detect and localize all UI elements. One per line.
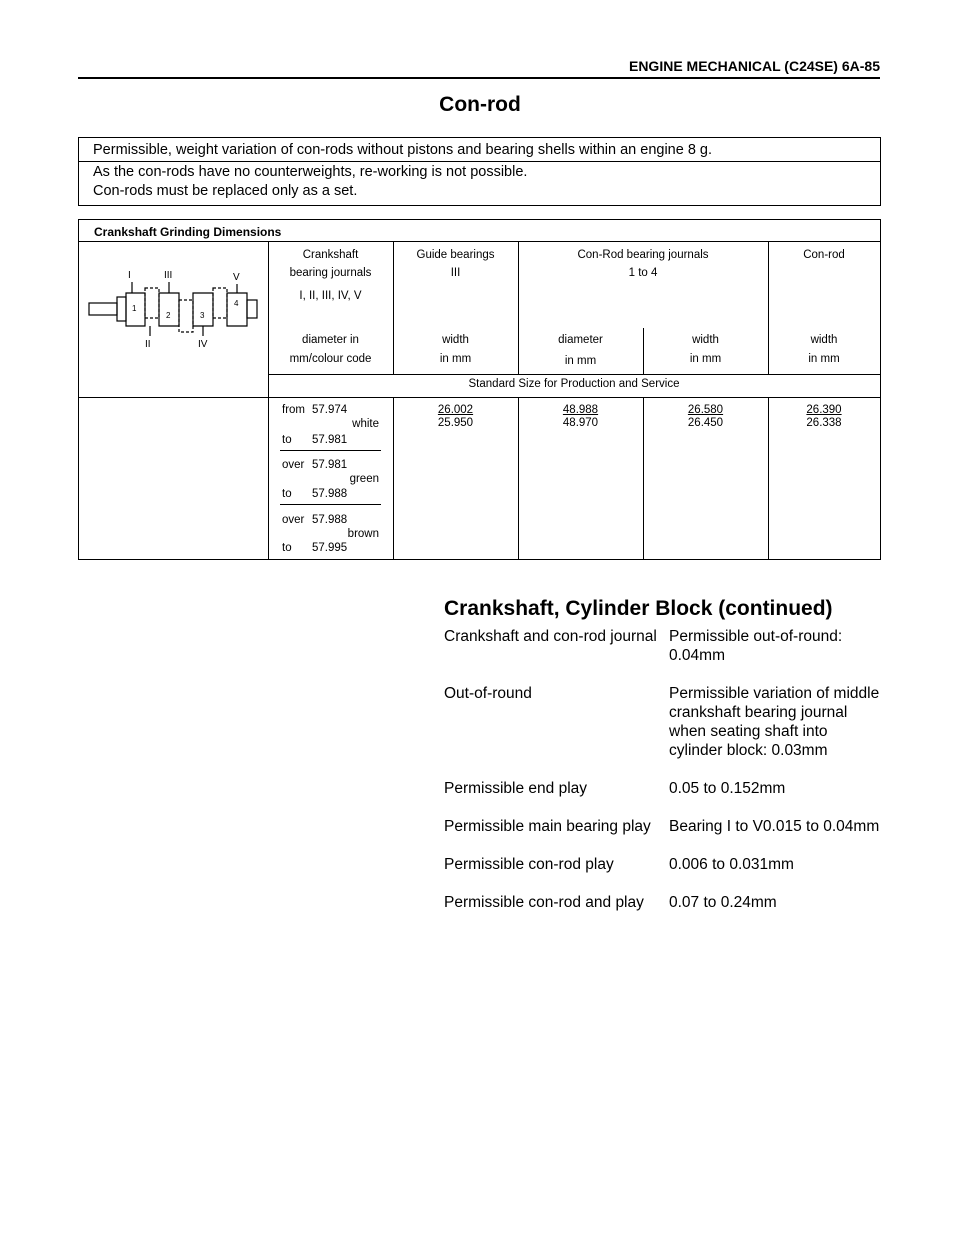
range-divider [280,450,381,451]
range-from-label: over [282,459,305,471]
col-crankshaft-sub2: I, II, III, IV, V [299,290,362,302]
note-replace-as-set: Con-rods must be replaced only as a set. [93,183,358,199]
range-divider [280,504,381,505]
range-to-value: 57.981 [312,434,348,446]
col-conrod-title: Con-rod [803,249,845,261]
spec-row [444,855,884,874]
spec-label: Permissible main bearing play [444,818,651,835]
col-crankshaft-sub1: bearing journals [289,267,372,279]
continued-spec-section [444,597,884,931]
spec-row [444,817,884,836]
range-colour: white [352,418,379,430]
illustration-label-1: 1 [132,304,137,313]
col-conrod-journal-sub1: 1 to 4 [628,267,658,279]
illustration-label-3: 3 [200,311,205,320]
range-colour: brown [347,528,379,540]
illustration-label-III: III [164,270,173,281]
illustration-label-I: I [128,270,131,281]
page-title: Con-rod [439,93,521,116]
table-line [79,397,880,398]
spec-value: 0.07 to 0.24mm [669,894,777,911]
note-divider [79,161,880,162]
header-rule [78,77,880,79]
col-guide-unit: in mm [439,353,472,365]
spec-label: Crankshaft and con-rod journal [444,628,657,645]
spec-label: Permissible end play [444,780,588,797]
range-from-label: from [282,404,305,416]
col-crankshaft-title: Crankshaft [302,249,359,261]
conrod-journal-diameter-min: 48.970 [562,417,599,429]
col-guide-sub1: III [450,267,461,279]
spec-row [444,684,884,760]
range-from-label: over [282,514,305,526]
crankshaft-illustration [87,266,262,352]
spec-value: 0.006 to 0.031mm [669,856,794,873]
spec-label: Permissible con-rod play [444,856,614,873]
table-line [268,241,269,559]
guide-width-max: 26.002 [437,404,474,416]
col-conrod-journal-width: width [692,334,719,346]
conrod-journal-width-max: 26.580 [687,404,724,416]
guide-width-min: 25.950 [437,417,474,429]
col-conrod-journal-title: Con-Rod bearing journals [577,249,709,261]
spec-row [444,627,884,665]
range-to-label: to [282,488,292,500]
illustration-label-2: 2 [166,311,171,320]
illustration-label-IV: IV [198,339,208,350]
col-guide-measure: width [442,334,469,346]
spec-value: Bearing I to V0.015 to 0.04mm [669,818,880,835]
table-line [268,374,880,375]
col-conrod-journal-diameter-unit: in mm [564,355,597,367]
conrod-width-min: 26.338 [806,417,842,429]
spec-label: Permissible con-rod and play [444,894,644,911]
page-header-title: ENGINE MECHANICAL (C24SE) 6A-85 [628,58,880,74]
crankshaft-grinding-table [78,219,881,560]
con-rod-notes-box [78,137,881,206]
spec-value: Permissible out-of-round: 0.04mm [669,628,843,664]
conrod-width-max: 26.390 [806,404,842,416]
standard-size-label: Standard Size for Production and Service [468,378,680,390]
col-guide-title: Guide bearings [416,249,495,261]
table-heading: Crankshaft Grinding Dimensions [94,225,282,239]
note-no-reworking: As the con-rods have no counterweights, re-working is not possible. [93,164,528,180]
continued-section-title: Crankshaft, Cylinder Block (continued) [444,597,833,620]
illustration-label-4: 4 [234,299,239,308]
spec-value: Permissible variation of middle crankshaft bearing journal when seating shaft into cylinder block: 0.03mm [669,685,880,759]
spec-label: Out-of-round [444,685,532,702]
spec-row [444,779,884,798]
col-crankshaft-measure: diameter in [302,334,359,346]
range-to-value: 57.988 [312,488,348,500]
range-from-value: 57.981 [312,459,348,471]
illustration-label-II: II [145,339,151,350]
range-from-value: 57.974 [312,404,348,416]
illustration-label-V: V [233,272,240,283]
range-to-value: 57.995 [312,542,348,554]
note-weight-variation: Permissible, weight variation of con-rods without pistons and bearing shells within an engine 8 g. [93,142,713,158]
conrod-journal-diameter-max: 48.988 [562,404,599,416]
range-colour: green [349,473,379,485]
range-from-value: 57.988 [312,514,348,526]
col-crankshaft-unit: mm/colour code [289,353,372,365]
table-line [79,241,880,242]
col-conrod-measure: width [810,334,838,346]
spec-row [444,893,884,912]
range-to-label: to [282,542,292,554]
col-conrod-unit: in mm [808,353,840,365]
col-conrod-journal-width-unit: in mm [689,353,722,365]
spec-value: 0.05 to 0.152mm [669,780,786,797]
col-conrod-journal-diameter: diameter [558,334,603,346]
conrod-journal-width-min: 26.450 [687,417,724,429]
range-to-label: to [282,434,292,446]
